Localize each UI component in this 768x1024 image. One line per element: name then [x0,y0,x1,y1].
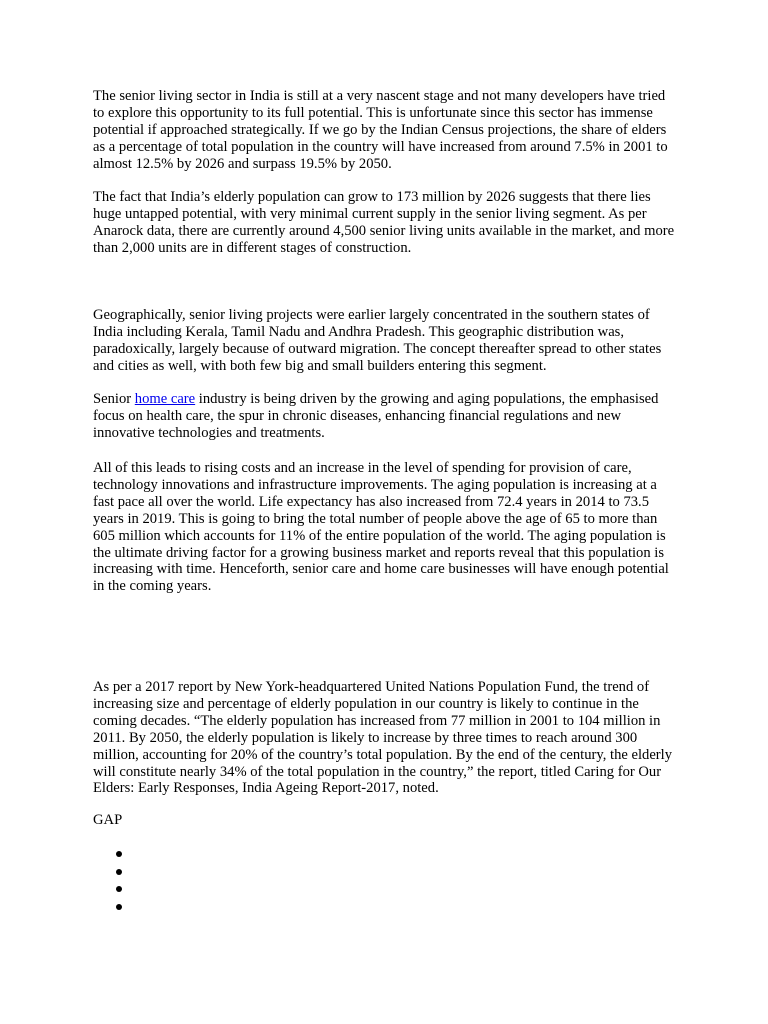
home-care-text-before: Senior [93,391,135,407]
list-item [93,899,153,917]
gap-heading: GAP [93,812,123,828]
list-item [93,864,153,882]
paragraph-home-care [93,391,675,442]
empty-bullet-list [93,846,153,916]
paragraph-un-report: As per a 2017 report by New York-headquartered United Nations Population Fund, the trend of increasing size and percentage of elderly population in our country is likely to continue in the coming decades. “The elderly population has increased from 77 million in 2001 to 104 million in 2011. By 2050, the elderly population is likely to increase by three times to reach around 300 million, accounting for 20% of the country’s total population. By the end of the century, the elderly will constitute nearly 34% of the total population in the country,” the report, titled Caring for Our Elders: Early Responses, India Ageing Report-2017, noted. [93,679,673,797]
paragraph-elderly-population: The fact that India’s elderly population can grow to 173 million by 2026 suggests that there lies huge untapped potential, with very minimal current supply in the senior living segment. As per Anarock data, there are currently around 4,500 senior living units available in the market, and more than 2,000 units are in different stages of construction. [93,189,675,256]
list-item [93,881,153,899]
paragraph-rising-costs: All of this leads to rising costs and an increase in the level of spending for provision of care, technology innovations and infrastructure improvements. The aging population is increasing at a fast pace all over the world. Life expectancy has also increased from 72.4 years in 2014 to 73.5 years in 2019. This is going to bring the total number of people above the age of 65 to more than 605 million which accounts for 11% of the entire population of the world. The aging population is the ultimate driving factor for a growing business market and reports reveal that this population is increasing with time. Henceforth, senior care and home care businesses will have enough potential in the coming years. [93,460,669,595]
list-item [93,846,153,864]
home-care-text-after: industry is being driven by the growing and aging populations, the emphasised focus on health care, the spur in chronic diseases, enhancing financial regulations and new innovative technologies and treatments. [93,391,659,441]
home-care-link[interactable]: home care [134,391,196,407]
paragraph-geography: Geographically, senior living projects were earlier largely concentrated in the southern states of India including Kerala, Tamil Nadu and Andhra Pradesh. This geographic distribution was, paradoxically, largely because of outward migration. The concept thereafter spread to other states and cities as well, with both few big and small builders entering this segment. [93,307,662,374]
paragraph-senior-living-sector: The senior living sector in India is still at a very nascent stage and not many developers have tried to explore this opportunity to its full potential. This is unfortunate since this sector has immense potential if approached strategically. If we go by the Indian Census projections, the share of elders as a percentage of total population in the country will have increased from around 7.5% in 2001 to almost 12.5% by 2026 and surpass 19.5% by 2050. [93,88,668,172]
